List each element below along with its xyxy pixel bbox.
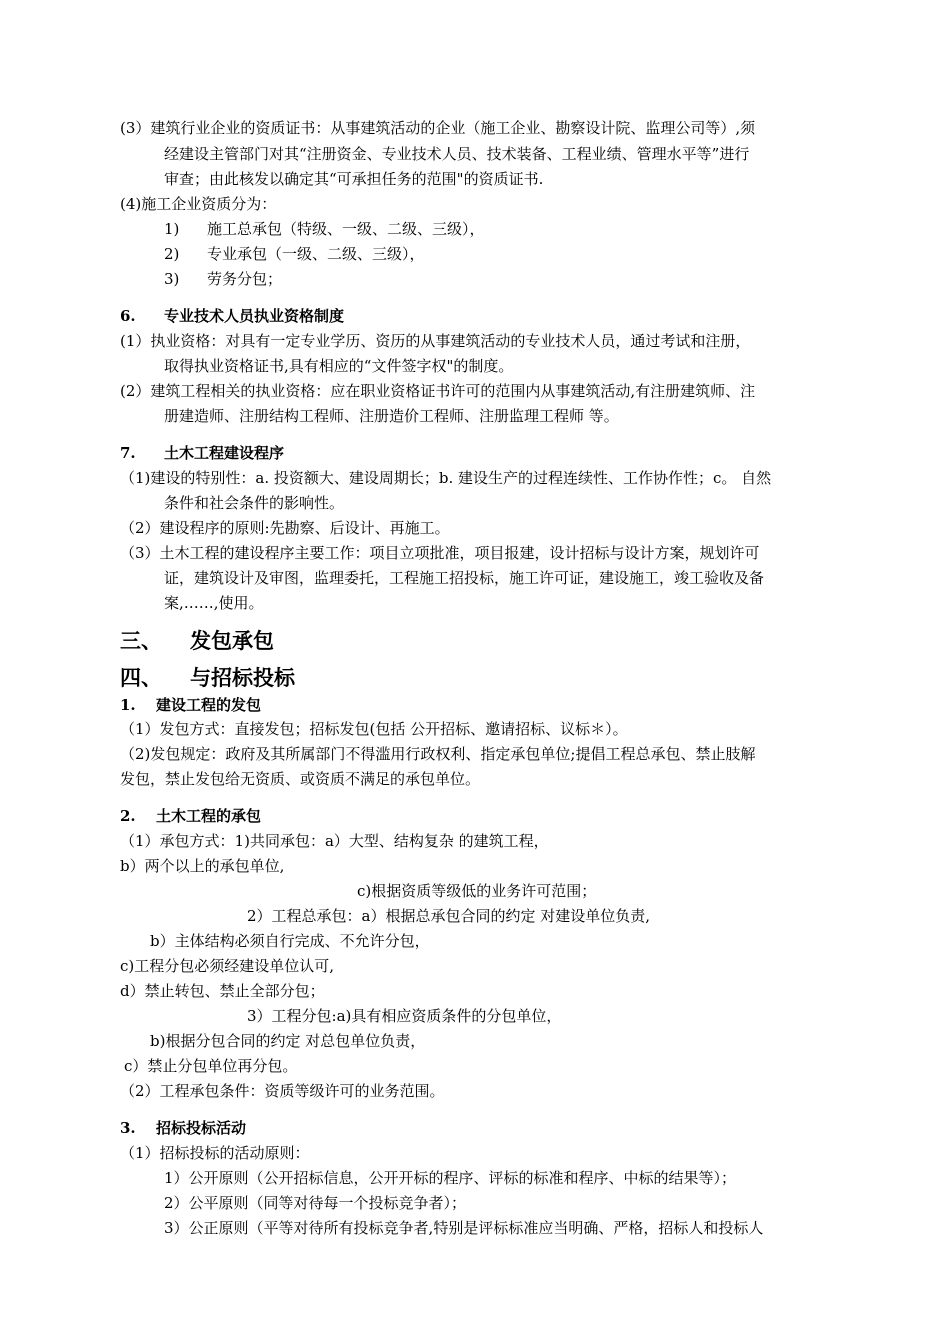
text-line: （1）招标投标的活动原则： [120, 1144, 310, 1162]
list-number: 3) [164, 270, 180, 288]
section-number: 3. [120, 1119, 136, 1137]
text-line: 2）工程总承包：a）根据总承包合同的约定 对建设单位负责, [247, 907, 651, 925]
text-line: 2）公平原则（同等对待每一个投标竞争者）； [164, 1194, 467, 1212]
chapter-heading: 发包承包 [190, 628, 274, 653]
text-line: c)工程分包必须经建设单位认可, [120, 957, 335, 975]
section-number: 6. [120, 307, 136, 325]
text-line: 取得执业资格证书,具有相应的“文件签字权"的制度。 [164, 357, 514, 375]
text-line: 册建造师、注册结构工程师、注册造价工程师、注册监理工程师 等。 [164, 407, 619, 425]
text-line: 3）公正原则（平等对待所有投标竞争者,特别是评标标准应当明确、严格，招标人和投标人 [164, 1219, 764, 1237]
section-number: 7. [120, 444, 136, 462]
section-heading: 土木工程建设程序 [164, 444, 285, 462]
section-number: 2. [120, 807, 136, 825]
text-line: c）禁止分包单位再分包。 [124, 1057, 298, 1075]
text-line: 发包，禁止发包给无资质、或资质不满足的承包单位。 [120, 770, 481, 788]
list-item: 专业承包（一级、二级、三级）， [207, 245, 425, 263]
text-line: （2)发包规定：政府及其所属部门不得滥用行政权利、指定承包单位;提倡工程总承包、禁止肢解 [120, 745, 756, 763]
text-line: 1）公开原则（公开招标信息，公开开标的程序、评标的标准和程序、中标的结果等）； [164, 1169, 737, 1187]
text-line: (4)施工企业资质分为： [120, 195, 277, 213]
text-line: （1）发包方式：直接发包；招标发包(包括 公开招标、邀请招标、议标＊）。 [120, 720, 628, 738]
text-line: c)根据资质等级低的业务许可范围； [357, 882, 597, 900]
list-item: 施工总承包（特级、一级、二级、三级）， [207, 220, 485, 238]
text-line: (1）执业资格：对具有一定专业学历、资历的从事建筑活动的专业技术人员，通过考试和注册， [120, 332, 751, 350]
list-number: 1) [164, 220, 180, 238]
chapter-heading: 与招标投标 [190, 665, 295, 690]
section-heading: 土木工程的承包 [156, 807, 262, 825]
text-line: d）禁止转包、禁止全部分包； [120, 982, 325, 1000]
text-line: (3）建筑行业企业的资质证书：从事建筑活动的企业（施工企业、勘察设计院、监理公司等）,须 [120, 119, 756, 137]
list-number: 2) [164, 245, 180, 263]
text-line: 条件和社会条件的影响性。 [164, 494, 345, 512]
text-line: 3）工程分包:a)具有相应资质条件的分包单位， [247, 1007, 562, 1025]
section-heading: 专业技术人员执业资格制度 [164, 307, 345, 325]
section-heading: 招标投标活动 [156, 1119, 247, 1137]
list-item: 劳务分包； [207, 270, 283, 288]
text-line: 经建设主管部门对其“注册资金、专业技术人员、技术装备、工程业绩、管理水平等”进行 [164, 145, 750, 163]
text-line: （2）工程承包条件：资质等级许可的业务范围。 [120, 1082, 445, 1100]
text-line: （3）土木工程的建设程序主要工作：项目立项批准，项目报建，设计招标与设计方案，规划许可 [120, 544, 760, 562]
text-line: （1)建设的特别性：a. 投资额大、建设周期长；b. 建设生产的过程连续性、工作协作性；c。 自然 [120, 469, 772, 487]
text-line: b）主体结构必须自行完成、不允许分包， [150, 932, 430, 950]
chapter-number: 四、 [120, 665, 162, 690]
text-line: b)根据分包合同的约定 对总包单位负责， [150, 1032, 426, 1050]
text-line: b）两个以上的承包单位, [120, 857, 285, 875]
chapter-number: 三、 [120, 628, 162, 653]
text-line: (2）建筑工程相关的执业资格：应在职业资格证书许可的范围内从事建筑活动,有注册建筑师、注 [120, 382, 756, 400]
text-line: 证，建筑设计及审图，监理委托，工程施工招投标，施工许可证，建设施工，竣工验收及备 [164, 569, 765, 587]
text-line: 案,……,使用。 [164, 594, 264, 612]
section-number: 1. [120, 696, 136, 714]
section-heading: 建设工程的发包 [156, 696, 262, 714]
text-line: 审查；由此核发以确定其“可承担任务的范围"的资质证书. [164, 170, 544, 188]
text-line: （1）承包方式：1)共同承包：a）大型、结构复杂 的建筑工程， [120, 832, 549, 850]
text-line: （2）建设程序的原则:先勘察、后设计、再施工。 [120, 519, 450, 537]
